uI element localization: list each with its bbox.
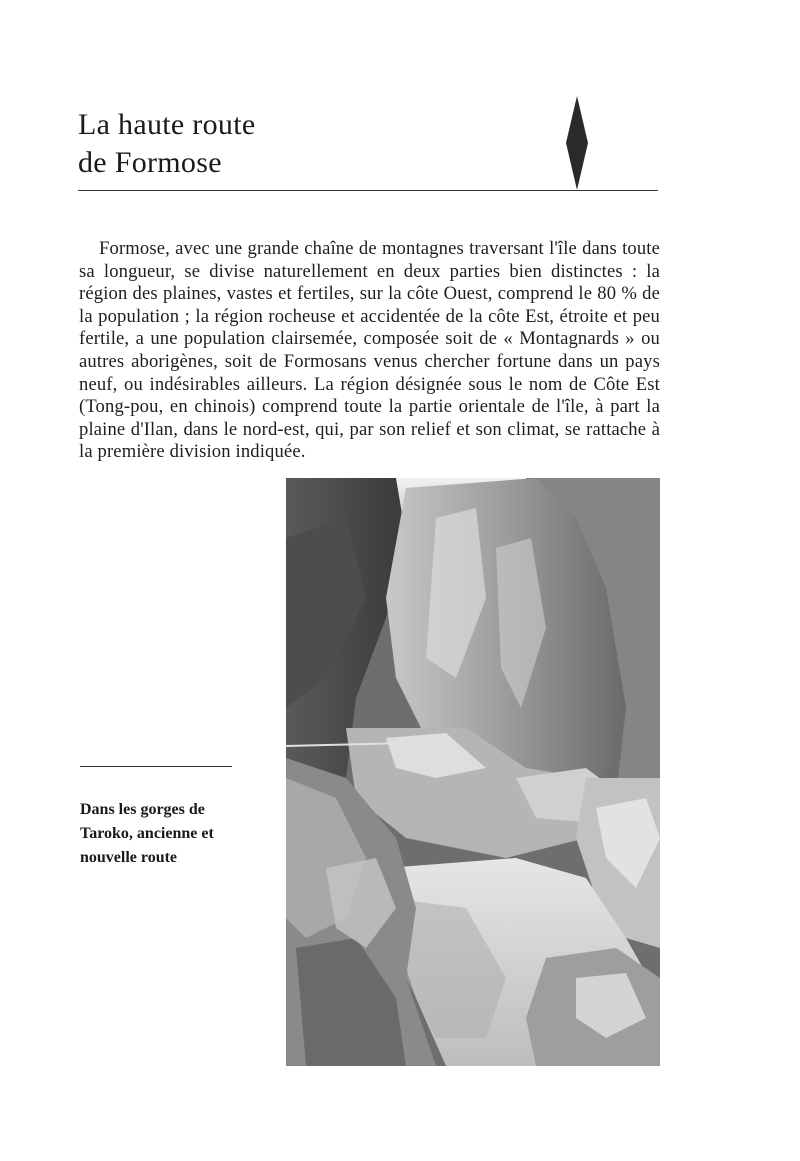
caption-line-1: Dans les gorges de bbox=[80, 801, 205, 818]
caption-divider bbox=[80, 766, 232, 767]
diamond-ornament-icon bbox=[564, 96, 590, 190]
title-line-1: La haute route bbox=[78, 108, 256, 141]
page-title bbox=[78, 106, 498, 182]
gorge-photograph bbox=[286, 478, 660, 1066]
body-paragraph: Formose, avec une grande chaîne de montagnes traversant l'île dans toute sa longueur, se divise naturellement en deux parties bien distinctes : la région des plaines, vastes et fertiles, sur la côte Ouest, comprend le 80 % de la population ; la région rocheuse et accidentée de la côte Est, étroite et peu fertile, a une population clairsemée, composée soit de « Montagnards » ou autres aborigènes, soit de Formosans venus chercher fortune dans un pays neuf, ou indésirables ailleurs. La région désignée sous le nom de Côte Est (Tong-pou, en chinois) comprend toute la partie orientale de l'île, à part la plaine d'Ilan, dans le nord-est, qui, par son relief et son climat, se rattache à la première division indiquée. bbox=[79, 238, 660, 463]
title-line-2: de Formose bbox=[78, 146, 222, 179]
title-divider bbox=[78, 190, 658, 191]
caption-line-2: Taroko, ancienne et bbox=[80, 825, 214, 842]
photo-caption bbox=[80, 798, 260, 870]
caption-line-3: nouvelle route bbox=[80, 849, 178, 866]
